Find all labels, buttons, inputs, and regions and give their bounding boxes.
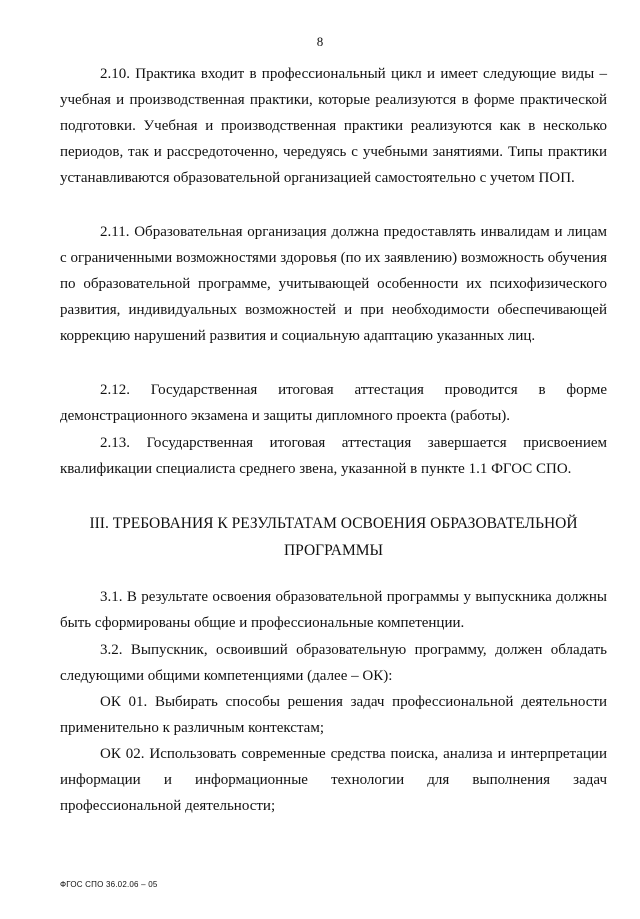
- competency-ok-02: ОК 02. Использовать современные средства поиска, анализа и интерпретации информации и информационные технологии для выполнения задач профессиональной деятельности;: [60, 746, 607, 814]
- section-heading: [60, 510, 607, 564]
- section-heading-line1: III. ТРЕБОВАНИЯ К РЕЗУЛЬТАТАМ ОСВОЕНИЯ ОБРАЗОВАТЕЛЬНОЙ: [89, 515, 578, 532]
- competency-ok-01: ОК 01. Выбирать способы решения задач профессиональной деятельности применительно к различным контекстам;: [60, 694, 607, 736]
- paragraph-3-1: 3.1. В результате освоения образовательной программы у выпускника должны быть сформированы общие и профессиональные компетенции.: [60, 589, 607, 631]
- paragraph-2-10: 2.10. Практика входит в профессиональный цикл и имеет следующие виды – учебная и производственная практики, которые реализуются в форме практической подготовки. Учебная и производственная практики реализуются как в несколько периодов, так и рассредоточенно, чередуясь с учебными занятиями. Типы практики устанавливаются образовательной организацией самостоятельно с учетом ПОП.: [60, 66, 607, 186]
- paragraph-3-2: 3.2. Выпускник, освоивший образовательную программу, должен обладать следующими общими компетенциями (далее – ОК):: [60, 642, 607, 684]
- document-footer-code: ФГОС СПО 36.02.06 – 05: [60, 880, 158, 889]
- paragraph-2-12: 2.12. Государственная итоговая аттестация проводится в форме демонстрационного экзамена и защиты дипломного проекта (работы).: [60, 382, 607, 424]
- paragraph-2-11: 2.11. Образовательная организация должна предоставлять инвалидам и лицам с ограниченными возможностями здоровья (по их заявлению) возможность обучения по образовательной программе, учитывающей особенности их психофизического развития, индивидуальных возможностей и при необходимости обеспечивающей коррекцию нарушений развития и социальную адаптацию указанных лиц.: [60, 224, 607, 344]
- page-number: 8: [316, 34, 324, 49]
- paragraph-2-13: 2.13. Государственная итоговая аттестация завершается присвоением квалификации специалиста среднего звена, указанной в пункте 1.1 ФГОС СПО.: [60, 435, 607, 477]
- section-heading-line2: ПРОГРАММЫ: [283, 542, 384, 559]
